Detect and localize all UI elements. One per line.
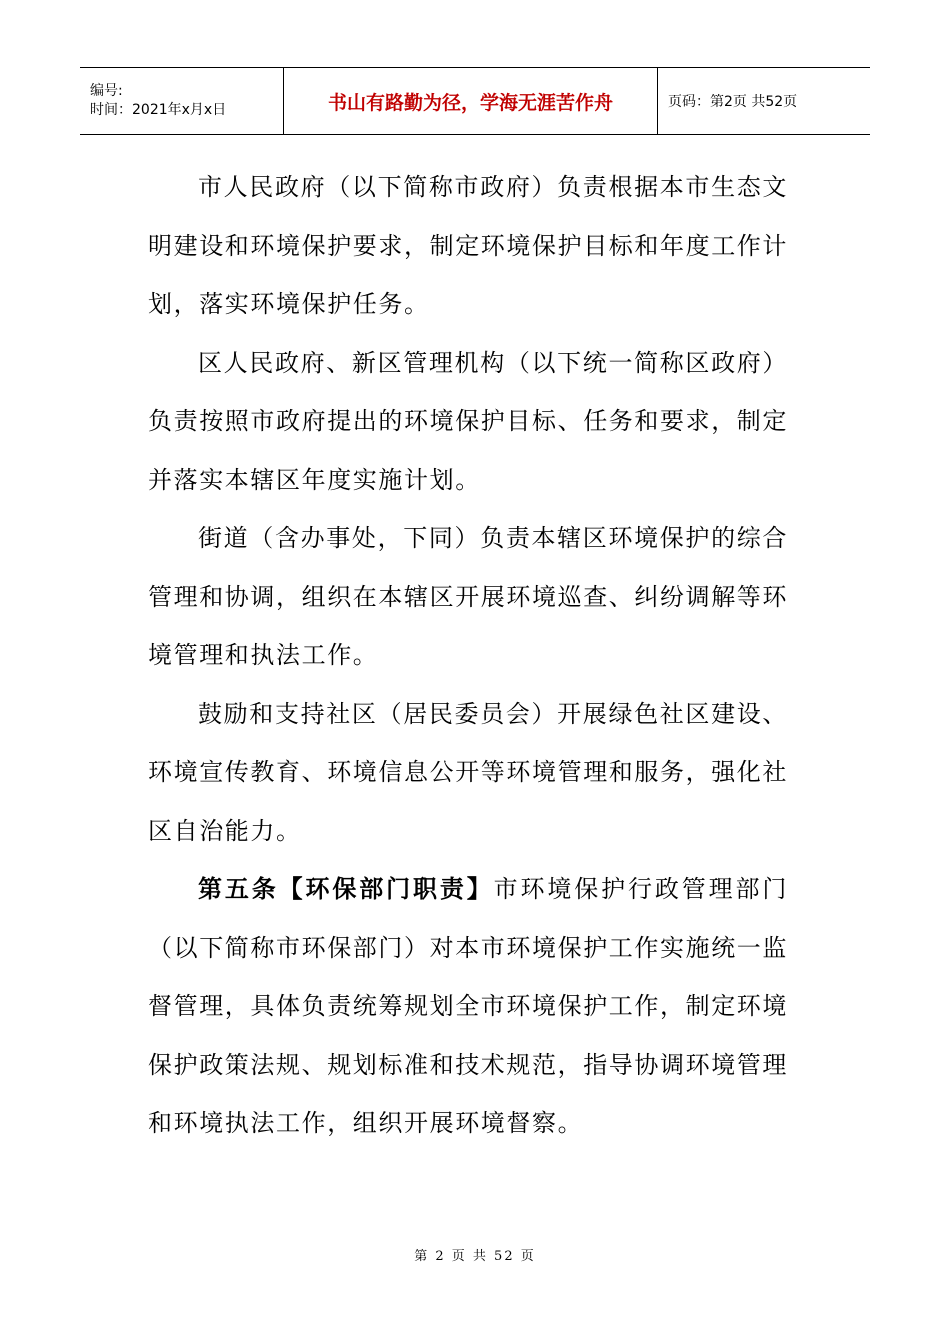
paragraph-community: 鼓励和支持社区（居民委员会）开展绿色社区建设、环境宣传教育、环境信息公开等环境管理和服务，强化社区自治能力。 — [148, 699, 788, 845]
header-motto — [283, 68, 658, 134]
article-5-paragraph — [148, 860, 788, 1153]
header-meta — [80, 68, 283, 134]
article-5-text: 市环境保护行政管理部门（以下简称市环保部门）对本市环境保护工作实施统一监督管理，具体负责统筹规划全市环境保护工作，制定环境保护政策法规、规划标准和技术规范，指导协调环境管理和环境执法工作，组织开展环境督察。 — [148, 875, 788, 1137]
paragraph-district-government: 区人民政府、新区管理机构（以下统一简称区政府）负责按照市政府提出的环境保护目标、任务和要求，制定并落实本辖区年度实施计划。 — [148, 348, 788, 494]
page-footer — [0, 1245, 950, 1264]
page-header — [80, 67, 870, 135]
footer-page-number: 第 2 页 共 52 页 — [414, 1249, 536, 1264]
time-label: 时间：2021年x月x日 — [90, 102, 227, 118]
article-5-heading: 第五条【环保部门职责】 — [198, 875, 494, 903]
document-body — [148, 158, 788, 1153]
page-info-text: 页码：第2页 共52页 — [668, 94, 798, 110]
number-label: 编号: — [90, 83, 123, 99]
motto-text: 书山有路勤为径，学海无涯苦作舟 — [327, 91, 613, 114]
header-page-info — [658, 68, 870, 134]
paragraph-city-government: 市人民政府（以下简称市政府）负责根据本市生态文明建设和环境保护要求，制定环境保护目标和年度工作计划，落实环境保护任务。 — [148, 173, 788, 318]
paragraph-street-office: 街道（含办事处，下同）负责本辖区环境保护的综合管理和协调，组织在本辖区开展环境巡查、纠纷调解等环境管理和执法工作。 — [148, 524, 788, 669]
